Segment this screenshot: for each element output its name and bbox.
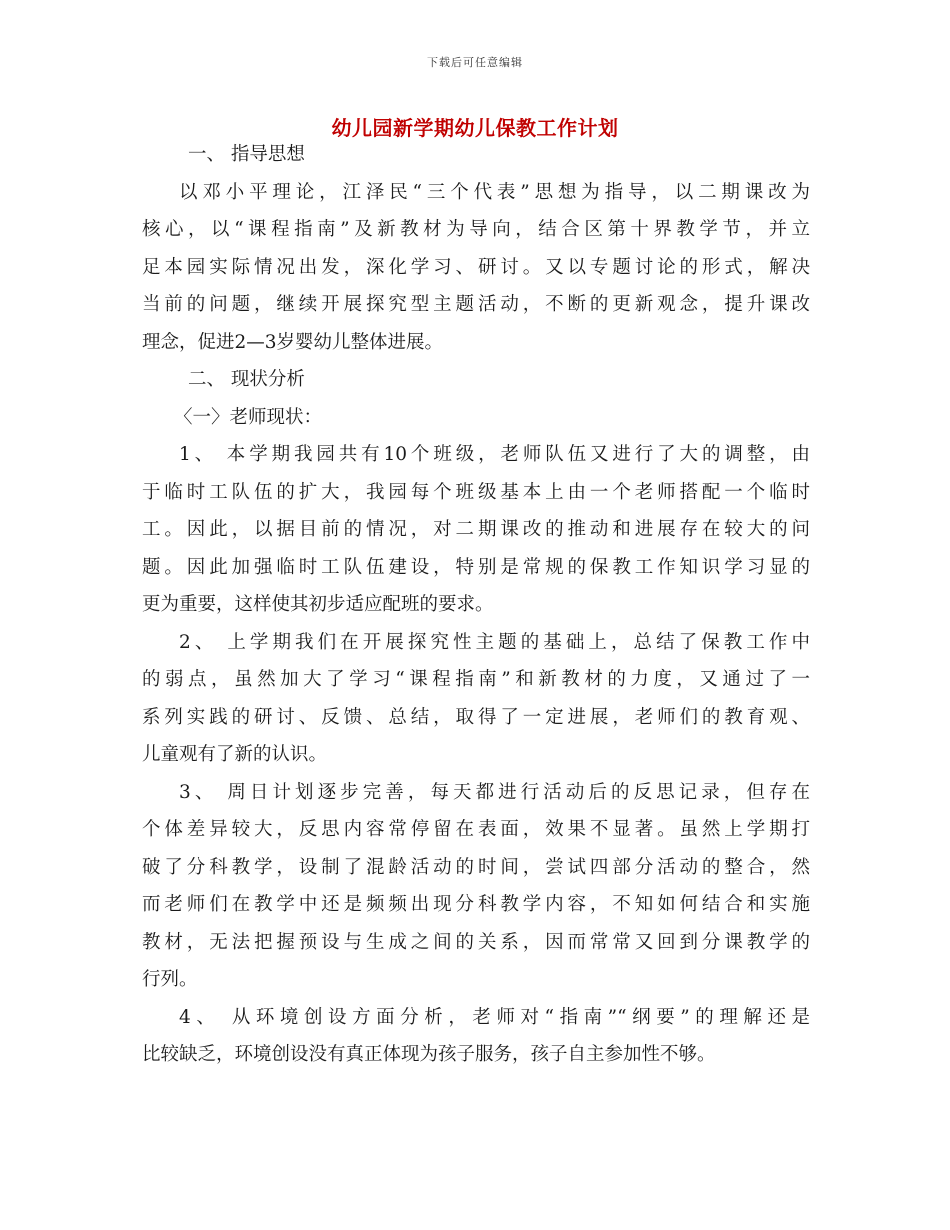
paragraph-line: 工。因此，以据目前的情况，对二期课改的推动和进展存在较大的问 (142, 519, 810, 540)
document-title: 幼儿园新学期幼儿保教工作计划 (331, 116, 619, 140)
paragraph-line: 2、 上学期我们在开展探究性主题的基础上，总结了保教工作中 (179, 631, 810, 653)
paragraph-line: 个体差异较大，反思内容常停留在表面，效果不显著。虽然上学期打 (142, 819, 810, 840)
paragraph-line: 于临时工队伍的扩大，我园每个班级基本上由一个老师搭配一个临时 (142, 481, 810, 503)
paragraph-line: 足本园实际情况出发，深化学习、研讨。又以专题讨论的形式，解决 (142, 256, 810, 278)
paragraph-line: 当前的问题，继续开展探究型主题活动，不断的更新观念，提升课改 (142, 294, 810, 315)
section-heading-guiding-thought: 一、 指导思想 (188, 144, 305, 165)
paragraph-line: 更为重要，这样使其初步适应配班的要求。 (142, 594, 494, 615)
paragraph-line: 儿童观有了新的认识。 (142, 744, 328, 765)
paragraph-line: 的弱点，虽然加大了学习“课程指南”和新教材的力度，又通过了一 (142, 669, 810, 690)
paragraph-line: 4、 从环境创设方面分析，老师对“指南”“纲要”的理解还是 (179, 1006, 810, 1028)
paragraph-line: 1、 本学期我园共有10个班级，老师队伍又进行了大的调整，由 (179, 444, 810, 465)
paragraph-line: 而老师们在教学中还是频频出现分科教学内容，不知如何结合和实施 (142, 894, 810, 915)
paragraph-line: 以邓小平理论，江泽民“三个代表”思想为指导，以二期课改为 (179, 181, 810, 203)
paragraph-line: 3、 周日计划逐步完善，每天都进行活动后的反思记录，但存在 (179, 781, 810, 803)
header-note: 下载后可任意编辑 (427, 56, 523, 69)
paragraph-line: 核心，以“课程指南”及新教材为导向，结合区第十界教学节，并立 (142, 219, 810, 240)
paragraph-line: 系列实践的研讨、反馈、总结，取得了一定进展，老师们的教育观、 (142, 706, 810, 728)
paragraph-line: 教材，无法把握预设与生成之间的关系，因而常常又回到分课教学的 (142, 931, 810, 953)
paragraph-line: 比较缺乏，环境创设没有真正体现为孩子服务，孩子自主参加性不够。 (142, 1044, 716, 1065)
paragraph-line: 行列。 (142, 969, 198, 990)
section-heading-status-analysis: 二、 现状分析 (188, 369, 305, 390)
paragraph-line: 题。因此加强临时工队伍建设，特别是常规的保教工作知识学习显的 (142, 556, 810, 578)
paragraph-line: 理念，促进2—3岁婴幼儿整体进展。 (142, 331, 444, 353)
paragraph-line: 破了分科教学，设制了混龄活动的时间，尝试四部分活动的整合，然 (142, 856, 810, 878)
document-body (142, 136, 810, 1074)
subsection-heading-teacher-status: 〈一〉老师现状： (174, 406, 323, 428)
